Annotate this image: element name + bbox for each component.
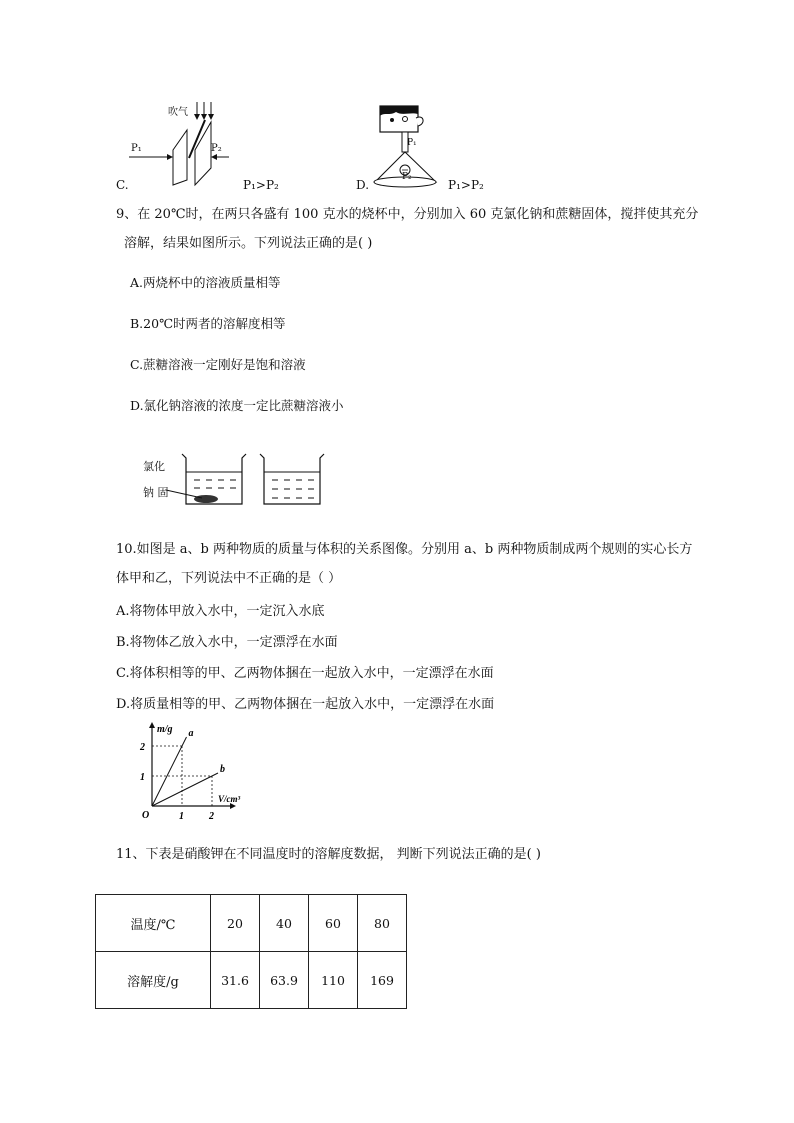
q10-option-c[interactable]: C.将体积相等的甲、乙两物体捆在一起放入水中，一定漂浮在水面 — [116, 666, 494, 681]
solubility-table — [95, 894, 407, 1009]
q9-stem-line-1: 9、在 20℃时，在两只各盛有 100 克水的烧杯中，分别加入 60 克氯化钠和蔗糖固体，搅拌使其充分 — [116, 207, 699, 222]
table-row — [96, 895, 407, 952]
y-axis-arrow — [149, 722, 155, 728]
option-c-relation: P₁>P₂ — [243, 178, 279, 192]
table-cell: 80 — [358, 895, 407, 952]
table-cell: 63.9 — [260, 952, 309, 1009]
table-row — [96, 952, 407, 1009]
q9-stem-line-2: 溶解，结果如图所示。下列说法正确的是( ) — [124, 236, 373, 251]
beaker-sugar-figure — [258, 452, 328, 508]
series-label-a: a — [188, 728, 194, 739]
series-line-a — [152, 737, 187, 806]
origin-label: O — [142, 810, 150, 821]
series-label-b: b — [220, 764, 225, 775]
table-cell: 110 — [309, 952, 358, 1009]
mass-volume-chart — [130, 722, 260, 822]
table-cell: 40 — [260, 895, 309, 952]
beaker-label-1: 氯化 — [143, 460, 165, 473]
beaker-label-2: 钠 固 — [143, 486, 169, 499]
q10-stem-line-2: 体甲和乙，下列说法中不正确的是（ ） — [116, 571, 342, 586]
blow-label: 吹气 — [168, 107, 188, 118]
option-c-label: C. — [116, 178, 129, 192]
q9-option-a[interactable]: A.两烧杯中的溶液质量相等 — [130, 275, 281, 290]
q10-option-a[interactable]: A.将物体甲放入水中，一定沉入水底 — [116, 604, 325, 619]
table-cell: 60 — [309, 895, 358, 952]
option-d-label: D. — [356, 178, 370, 192]
c-p2-label: P₂ — [211, 143, 222, 154]
d-p2-label: P₂ — [402, 172, 412, 182]
q10-stem-line-1: 10.如图是 a、b 两种物质的质量与体积的关系图像。分别用 a、b 两种物质制成两个规则的实心长方 — [116, 542, 693, 557]
series-line-b — [152, 773, 218, 806]
table-cell: 20 — [211, 895, 260, 952]
y-axis-label: m/g — [157, 724, 173, 735]
table-cell: 31.6 — [211, 952, 260, 1009]
d-p1-label: P₁ — [407, 138, 417, 148]
q9-option-c[interactable]: C.蔗糖溶液一定刚好是饱和溶液 — [130, 357, 306, 372]
option-d-relation: P₁>P₂ — [448, 178, 484, 192]
x-tick-label: 2 — [209, 811, 214, 822]
y-tick-label: 2 — [140, 742, 145, 753]
row-header-temperature: 温度/℃ — [96, 895, 211, 952]
y-tick-label: 1 — [140, 772, 145, 783]
q9-option-d[interactable]: D.氯化钠溶液的浓度一定比蔗糖溶液小 — [130, 398, 344, 413]
q10-option-b[interactable]: B.将物体乙放入水中，一定漂浮在水面 — [116, 635, 338, 650]
table-cell: 169 — [358, 952, 407, 1009]
row-header-solubility: 溶解度/g — [96, 952, 211, 1009]
q9-option-b[interactable]: B.20℃时两者的溶解度相等 — [130, 316, 286, 331]
q10-option-d[interactable]: D.将质量相等的甲、乙两物体捆在一起放入水中，一定漂浮在水面 — [116, 697, 495, 712]
c-p1-label: P₁ — [131, 143, 142, 154]
q11-stem: 11、下表是硝酸钾在不同温度时的溶解度数据， 判断下列说法正确的是( ) — [116, 847, 541, 862]
beaker-salt-figure — [180, 452, 250, 508]
x-axis-label: V/cm³ — [218, 794, 241, 804]
x-tick-label: 1 — [179, 811, 184, 822]
